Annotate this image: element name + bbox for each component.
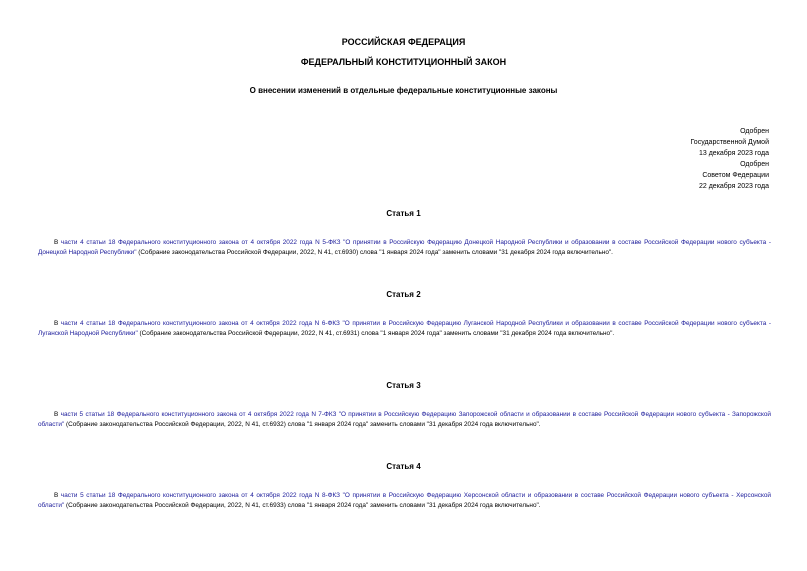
article-4-title: Статья 4 [386,462,421,471]
text-prefix: В [54,239,61,246]
law-type-heading: ФЕДЕРАЛЬНЫЙ КОНСТИТУЦИОННЫЙ ЗАКОН [300,57,507,67]
article-3-title: Статья 3 [386,381,421,390]
approval-line: 13 декабря 2023 года [698,150,769,157]
law-link[interactable]: Федерального конституционного закона от 4 октября 2022 года N 8-ФКЗ "О принятии в Российскую Федерацию Херсонской области и образовании в составе Российской Федерации нового субъекта - Херсонской области" [38,492,771,510]
law-link[interactable]: Федерального конституционного закона от 4 октября 2022 года N 7-ФКЗ "О принятии в Российскую Федерацию Запорожской области и образовании в составе Российской Федерации нового субъекта - Запорожской области" [38,411,771,429]
text-prefix: В [54,320,61,327]
reference-link[interactable]: части 4 статьи 18 [60,320,116,327]
article-body: (Собрание законодательства Российской Федерации, 2022, N 41, ст.6931) слова "1 января 2024 года" заменить словами "31 декабря 2024 года включительно". [137,330,615,338]
approval-line: 22 декабря 2023 года [698,183,769,190]
country-heading: РОССИЙСКАЯ ФЕДЕРАЦИЯ [341,37,466,47]
law-link[interactable]: Федерального конституционного закона от 4 октября 2022 года N 5-ФКЗ "О принятии в Российскую Федерацию Донецкой Народной Республики и образовании в составе Российской Федерации нового субъекта - Донецкой Народной Республики" [38,239,771,257]
approval-line: Одобрен [740,128,769,135]
article-1-text [38,238,771,259]
approval-line: Государственной Думой [690,139,769,146]
article-1-title: Статья 1 [386,209,421,218]
article-body: (Собрание законодательства Российской Федерации, 2022, N 41, ст.6933) слова "1 января 2024 года" заменить словами "31 декабря 2024 года включительно". [64,502,541,510]
article-4-text [38,491,771,512]
document-title: О внесении изменений в отдельные федеральные конституционные законы [249,86,558,95]
text-prefix: В [54,492,61,499]
text-prefix: В [54,411,61,418]
reference-link[interactable]: части 5 статьи 18 [60,492,116,499]
article-body: (Собрание законодательства Российской Федерации, 2022, N 41, ст.6932) слова "1 января 2024 года" заменить словами "31 декабря 2024 года включительно". [64,421,541,429]
approval-line: Советом Федерации [702,172,769,179]
approval-line: Одобрен [740,161,769,168]
article-3-text [38,410,771,431]
law-link[interactable]: Федерального конституционного закона от 4 октября 2022 года N 6-ФКЗ "О принятии в Российскую Федерацию Луганской Народной Республики и образовании в составе Российской Федерации нового субъекта - Луганской Народной Республики" [38,320,772,338]
article-2-text [38,319,771,340]
article-body: (Собрание законодательства Российской Федерации, 2022, N 41, ст.6930) слова "1 января 2024 года" заменить словами "31 декабря 2024 года включительно". [136,249,613,257]
reference-link[interactable]: части 5 статьи 18 [60,411,115,418]
article-2-title: Статья 2 [386,290,421,299]
approval-block [690,126,769,192]
reference-link[interactable]: части 4 статьи 18 [60,239,116,246]
